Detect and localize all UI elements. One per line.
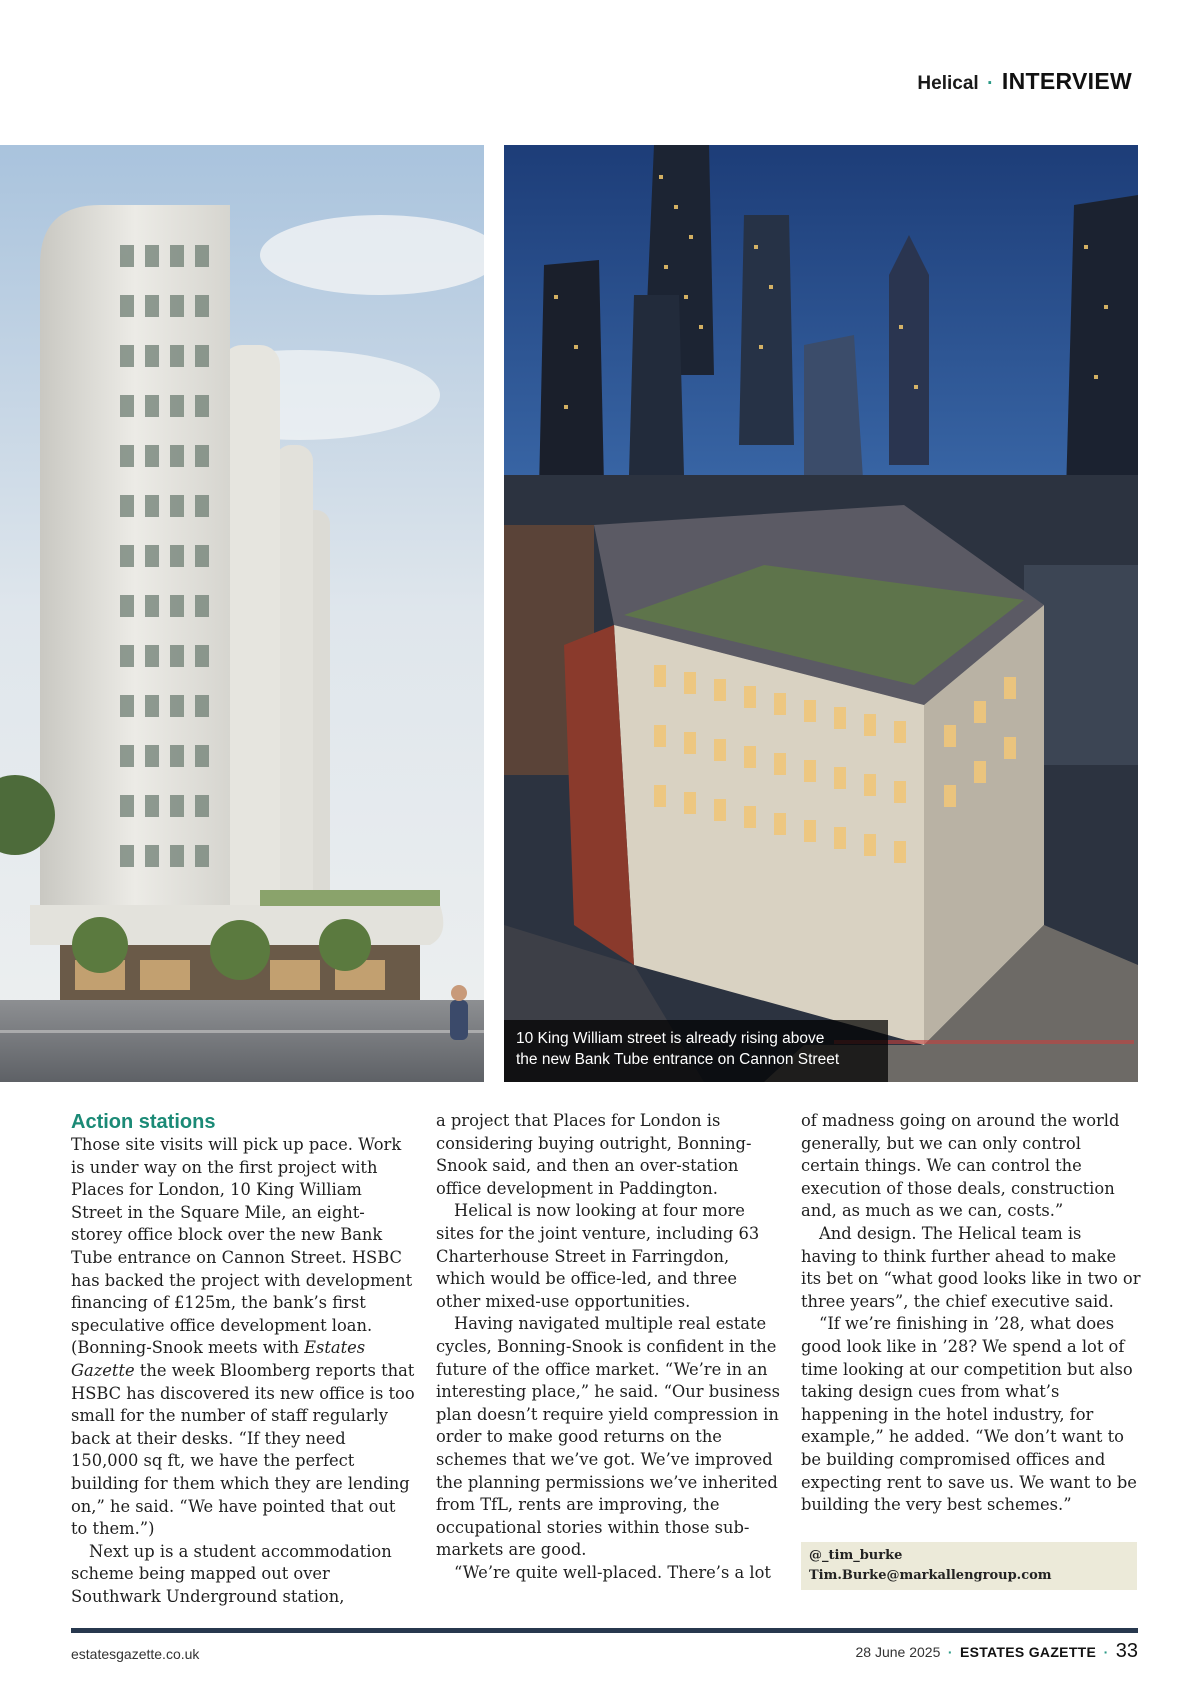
page-number: 33 [1115, 1640, 1138, 1662]
paragraph: of madness going on around the world generally, but we can only control certain things. We can control the execution of those deals, construction and, as much as we can, costs.” [801, 1111, 1120, 1221]
paragraph [71, 1134, 416, 1541]
photo-caption: 10 King William street is already rising above the new Bank Tube entrance on Cannon Street [516, 1030, 840, 1068]
article-column-3 [801, 1110, 1141, 1517]
paragraph: “We’re quite well-placed. There’s a lot [454, 1562, 771, 1582]
text-run: Those site visits will pick up pace. Work is under way on the first project with Places for London, 10 King William Street in the Square Mile, an eight-storey office block over the new Bank Tube entrance on Cannon Street. HSBC has backed the project with development financing of £125m, the bank’s first speculative office development loan. (Bonning-Snook meets with [71, 1135, 413, 1358]
paragraph: “If we’re finishing in ’28, what does good look like in ’28? We spend a lot of time looking at our competition but also taking design cues from what’s happening in the hotel industry, for example,” he added. “We don’t want to be building compromised offices and expecting rent to save us. We want to be building the very best schemes.” [801, 1314, 1137, 1515]
paragraph: Having navigated multiple real estate cycles, Bonning-Snook is confident in the future of the office market. “We’re in an interesting place,” he said. “Our business plan doesn’t require yield compression in order to make good returns on the schemes that we’ve got. We’ve improved the planning permissions we’ve inherited from TfL, rents are improving, the occupational stories within those sub-markets are good. [436, 1314, 780, 1560]
section-name: Helical [917, 73, 979, 94]
aerial-city-image [504, 145, 1138, 1082]
separator-dot: · [947, 1644, 953, 1660]
page-header [917, 68, 1132, 95]
photo-caption-box [504, 1020, 888, 1082]
paragraph: Next up is a student accommodation scheme being mapped out over Southwark Underground station, [71, 1541, 392, 1606]
publication-name: ESTATES GAZETTE [959, 1644, 1097, 1660]
twitter-handle[interactable]: @_tim_burke [809, 1548, 903, 1563]
publication-name-italic: Estates Gazette [71, 1338, 366, 1380]
article-column-2 [436, 1110, 781, 1584]
footer-rule [71, 1628, 1138, 1633]
footer-website[interactable]: estatesgazette.co.uk [71, 1646, 200, 1662]
author-contact-box [801, 1542, 1137, 1590]
paragraph: Helical is now looking at four more sites for the joint venture, including 63 Charterhouse Street in Farringdon, which would be office-led, and three other mixed-use opportunities. [436, 1201, 760, 1311]
issue-date: 28 June 2025 [855, 1644, 941, 1660]
separator-dot: · [1103, 1644, 1109, 1660]
subheading: Action stations [71, 1111, 216, 1133]
section-tag: INTERVIEW [1001, 68, 1132, 94]
footer-info [856, 1640, 1138, 1663]
paragraph: a project that Places for London is considering buying outright, Bonning-Snook said, and then an over-station office development in Paddington. [436, 1111, 752, 1198]
paragraph: And design. The Helical team is having to think further ahead to make its bet on “what good looks like in two or three years”, the chief executive said. [801, 1223, 1141, 1311]
author-email[interactable]: Tim.Burke@markallengroup.com [809, 1568, 1052, 1583]
text-run: the week Bloomberg reports that HSBC has discovered its new office is too small for the number of staff regularly back at their desks. “If they need 150,000 sq ft, we have the perfect building for them which they are lending on,” he said. “We have pointed that out to them.”) [71, 1360, 415, 1539]
article-column-1 [71, 1110, 416, 1608]
separator-dot: · [987, 73, 994, 94]
tower-render-image [0, 145, 484, 1082]
